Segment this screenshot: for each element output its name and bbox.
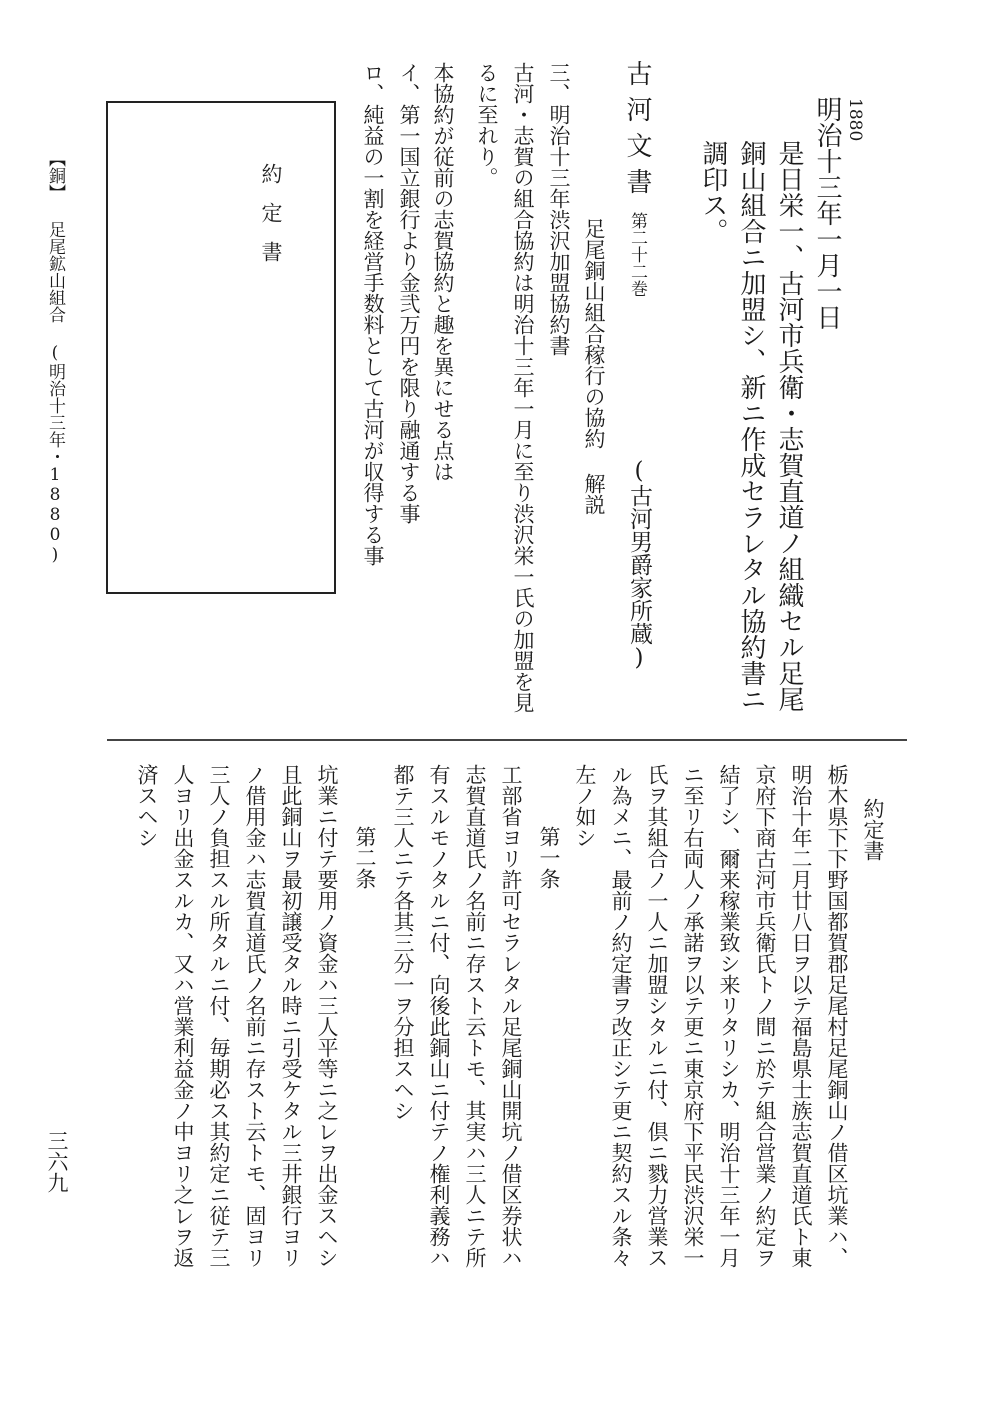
article-2-line: 且此銅山ヲ最初譲受タル時ニ引受ケタル三井銀行ヨリ: [279, 764, 303, 1268]
contract-line: 結了シ、爾来稼業致シ来リタリシカ、明治十三年一月: [717, 764, 741, 1268]
margin-header: 【銅】 足尾鉱山組合 (明治十三年・1880): [45, 150, 65, 565]
contract-line: 京府下商古河市兵衛氏トノ間ニ於テ組合営業ノ約定ヲ: [753, 764, 777, 1268]
item3-line-1: 古河・志賀の組合協約は明治十三年一月に至り渋沢栄一氏の加盟を見: [511, 62, 535, 713]
source-owner: (古河男爵家所蔵): [626, 458, 652, 671]
article-2-line: 済スヘシ: [135, 764, 159, 848]
title-box: [106, 101, 336, 594]
contract-line: ニ至リ右両人ノ承諾ヲ以テ更ニ東京府下平民渋沢栄一: [681, 764, 705, 1268]
article-2-line: 三人ノ負担スル所タルニ付、毎期必ス其約定ニ従テ三: [207, 764, 231, 1268]
entry-line-2: 銅山組合ニ加盟シ、新ニ作成セラレタル協約書ニ: [736, 140, 766, 712]
item3-line-4: イ、第一国立銀行より金弐万円を限り融通する事: [397, 62, 421, 524]
item3-line-3: 本協約が従前の志賀協約と趣を異にせる点は: [431, 62, 455, 482]
article-1-heading: 第一条: [537, 826, 561, 889]
entry-line-1: 是日栄一、古河市兵衛・志賀直道ノ組織セル足尾: [774, 140, 804, 712]
contract-title: 約定書: [861, 798, 885, 861]
section-divider: [107, 739, 907, 741]
contract-line: 左ノ如シ: [573, 764, 597, 848]
article-2-heading: 第二条: [353, 826, 377, 889]
article-1-line: 工部省ヨリ許可セラレタル足尾銅山開坑ノ借区券状ハ: [499, 764, 523, 1268]
article-2-line: ノ借用金ハ志賀直道氏ノ名前ニ存スト云トモ、固ヨリ: [243, 764, 267, 1268]
article-2-line: 坑業ニ付テ要用ノ資金ハ三人平等ニ之レヲ出金スヘシ: [315, 764, 339, 1268]
item3-line-2: るに至れり。: [475, 62, 499, 188]
article-1-line: 志賀直道氏ノ名前ニ存スト云トモ、其実ハ三人ニテ所: [463, 764, 487, 1268]
year-western: 1880: [845, 98, 865, 142]
contract-line: 明治十年二月廿八日ヲ以テ福島県士族志賀直道氏ト東: [789, 764, 813, 1268]
contract-line: 氏ヲ其組合ノ一人ニ加盟シタルニ付、倶ニ戮力営業ス: [645, 764, 669, 1268]
item3-line-5: ロ、純益の一割を経営手数料として古河が収得する事: [361, 62, 385, 566]
article-1-line: 有スルモノタルニ付、向後此銅山ニ付テノ権利義務ハ: [427, 764, 451, 1268]
article-2-line: 人ヨリ出金スルカ、又ハ営業利益金ノ中ヨリ之レヲ返: [171, 764, 195, 1268]
entry-line-3: 調印ス。: [698, 140, 728, 244]
source-title: 古河文書: [622, 60, 652, 204]
item3-heading: 三、明治十三年渋沢加盟協約書: [547, 62, 571, 356]
contract-line: 栃木県下下野国都賀郡足尾村足尾銅山ノ借区坑業ハ、: [825, 764, 849, 1268]
box-title: 約定書: [259, 163, 283, 280]
source-subtitle: 足尾銅山組合稼行の協約 解説: [582, 218, 606, 515]
contract-line: ル為メニ、最前ノ約定書ヲ改正シテ更ニ契約スル条々: [609, 764, 633, 1268]
date-heading: 明治十三年一月一日: [812, 96, 842, 330]
article-1-line: 都テ三人ニテ各其三分一ヲ分担スヘシ: [391, 764, 415, 1121]
source-volume: 第二十二巻: [627, 212, 647, 297]
page-number: 三六九: [45, 1130, 69, 1193]
